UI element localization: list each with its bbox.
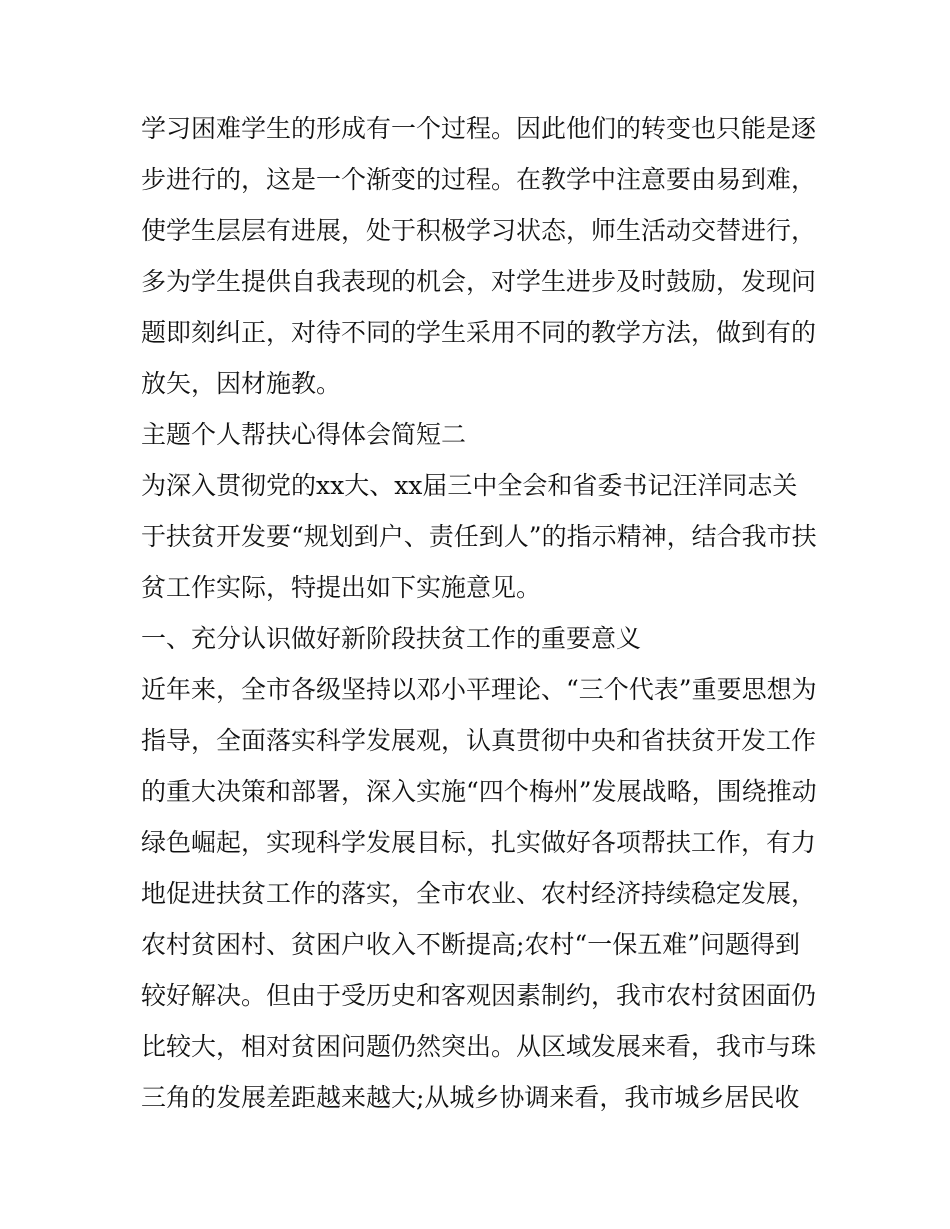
text-line: 绿色崛起，实现科学发展目标，扎实做好各项帮扶工作，有力 — [141, 828, 817, 857]
text-line: 农村贫困村、贫困户收入不断提高;农村“一保五难”问题得到 — [141, 930, 800, 959]
section-heading: 主题个人帮扶心得体会简短二 — [141, 420, 467, 449]
section-heading: 一、充分认识做好新阶段扶贫工作的重要意义 — [141, 624, 642, 653]
text-line: 使学生层层有进展，处于积极学习状态，师生活动交替进行， — [141, 216, 817, 245]
text-line: 近年来，全市各级坚持以邓小平理论、“三个代表”重要思想为 — [141, 675, 817, 704]
text-line: 比较大，相对贫困问题仍然突出。从区域发展来看，我市与珠 — [141, 1032, 817, 1061]
text-line: 于扶贫开发要“规划到户、责任到人”的指示精神，结合我市扶 — [141, 522, 817, 551]
text-line: 三角的发展差距越来越大;从城乡协调来看，我市城乡居民收 — [141, 1083, 800, 1112]
text-line: 为深入贯彻党的xx大、xx届三中全会和省委书记汪洋同志关 — [141, 471, 798, 500]
text-line: 题即刻纠正，对待不同的学生采用不同的教学方法，做到有的 — [141, 318, 817, 347]
text-line: 指导，全面落实科学发展观，认真贯彻中央和省扶贫开发工作 — [141, 726, 817, 755]
document-body — [141, 103, 841, 1123]
text-line: 的重大决策和部署，深入实施“四个梅州”发展战略，围绕推动 — [141, 777, 817, 806]
text-line: 贫工作实际，特提出如下实施意见。 — [141, 573, 542, 602]
text-line: 放矢，因材施教。 — [141, 369, 342, 398]
text-line: 步进行的，这是一个渐变的过程。在教学中注意要由易到难， — [141, 165, 817, 194]
text-line: 学习困难学生的形成有一个过程。因此他们的转变也只能是逐 — [141, 114, 817, 143]
text-line: 多为学生提供自我表现的机会，对学生进步及时鼓励，发现问 — [141, 267, 817, 296]
text-line: 较好解决。但由于受历史和客观因素制约，我市农村贫困面仍 — [141, 981, 817, 1010]
text-line: 地促进扶贫工作的落实，全市农业、农村经济持续稳定发展， — [141, 879, 817, 908]
